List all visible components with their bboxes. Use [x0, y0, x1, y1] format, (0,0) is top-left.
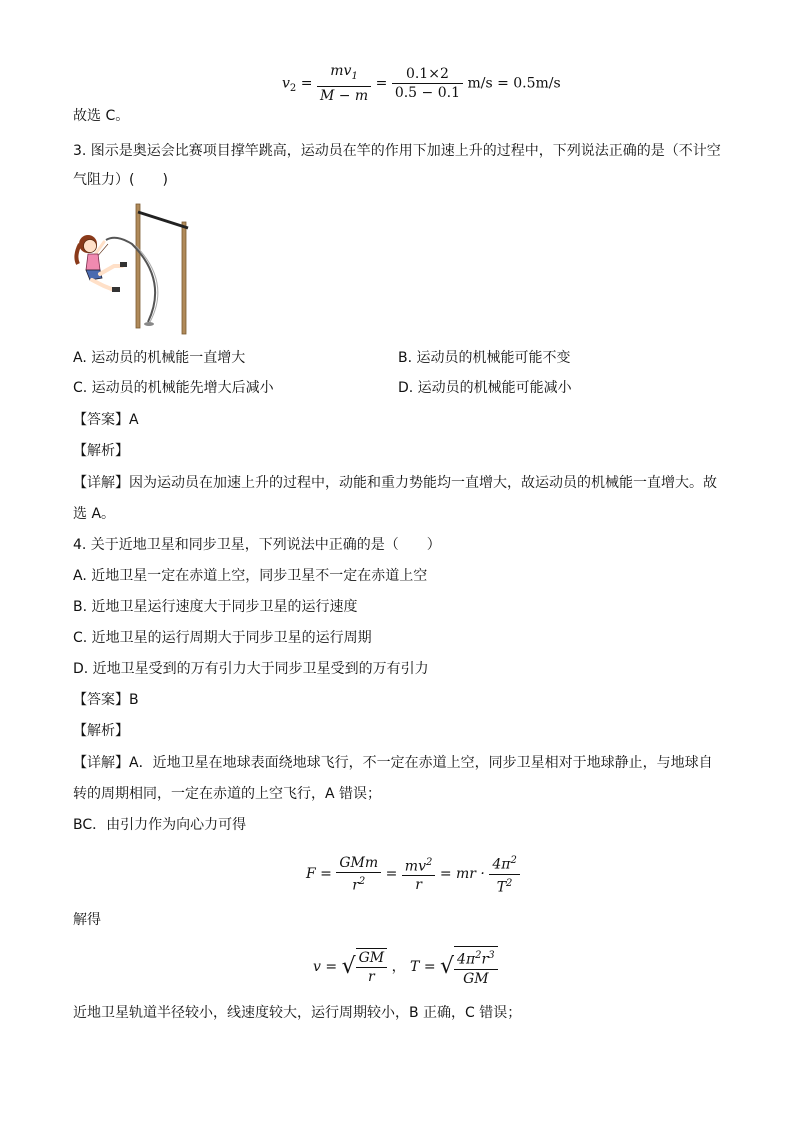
q2-conclusion: 故选 C。: [73, 108, 130, 124]
eq-v-fraction: [356, 948, 388, 986]
q4-option-a: A. 近地卫星一定在赤道上空，同步卫星不一定在赤道上空: [73, 568, 428, 584]
eq-v-num: GM: [356, 949, 388, 968]
eq-f-f3-num: 4π: [492, 856, 511, 873]
eq-v2-tail: m/s = 0.5m/s: [467, 75, 561, 92]
q4-answer: 【答案】B: [73, 692, 139, 708]
eq-f-fraction-1: [336, 854, 381, 895]
eq-f-fraction-2: [402, 854, 436, 895]
q3-answer: 【答案】A: [73, 412, 139, 428]
eq-f-f2-num: mv: [404, 858, 426, 875]
eq-t-lhs: T: [410, 958, 420, 975]
q3-option-b: B. 运动员的机械能可能不变: [398, 350, 571, 366]
equation-v-t: v = √ $\frac{GM}{r}$ ， T = √ $\frac{4\pi^2r^3}{GM}$: [313, 946, 498, 988]
eq-t-num: 4π: [457, 951, 476, 968]
eq-f-f3-num-sup: 2: [510, 855, 517, 866]
eq-f-f2-num-sup: 2: [425, 856, 433, 868]
eq-v2-f1-den: M − m: [319, 87, 369, 104]
eq-v2-f2-den: 0.5 − 0.1: [394, 84, 460, 101]
q3-stem-line1: 3. 图示是奥运会比赛项目撑竿跳高，运动员在竿的作用下加速上升的过程中，下列说法正确的是（不计空: [73, 143, 721, 159]
q4-option-b: B. 近地卫星运行速度大于同步卫星的运行速度: [73, 599, 358, 615]
q4-option-d: D. 近地卫星受到的万有引力大于同步卫星受到的万有引力: [73, 661, 429, 677]
eq-t-num-sup2: 3: [488, 950, 495, 961]
eq-v2-fraction-1: [317, 62, 371, 105]
eq-v2-f1-num: mv: [330, 63, 352, 79]
eq-f-mid: mr ·: [456, 866, 485, 883]
q4-solve-label: 解得: [73, 912, 101, 928]
eq-f-lhs: F: [306, 866, 316, 883]
sqrt-icon: √: [440, 953, 455, 979]
q3-detail-line1: 【详解】因为运动员在加速上升的过程中，动能和重力势能均一直增大，故运动员的机械能一直增大。故: [73, 475, 717, 491]
q4-bc-line: BC．由引力作为向心力可得: [73, 817, 247, 833]
eq-v-den: r: [368, 968, 375, 985]
q4-stem: 4. 关于近地卫星和同步卫星，下列说法中正确的是（ ）: [73, 537, 441, 553]
eq-f-f1-den-sup: 2: [358, 875, 366, 887]
q3-analysis: 【解析】: [73, 443, 129, 459]
eq-t-den: GM: [463, 970, 489, 987]
eq-t-fraction: [454, 946, 498, 988]
q3-stem-line2: 气阻力）( ): [73, 172, 168, 188]
sqrt-icon: √: [341, 953, 356, 979]
eq-v-lhs: v: [313, 958, 321, 975]
eq-f-f3-den-sup: 2: [506, 877, 513, 889]
eq-v2-f2-num: 0.1×2: [392, 65, 463, 84]
q4-analysis: 【解析】: [73, 723, 129, 739]
pole-vault-illustration-icon: [70, 200, 195, 340]
eq-f-f1-num: GMm: [336, 854, 381, 873]
eq-f-fraction-3: [489, 852, 519, 896]
eq-v2-f1-num-sub: 1: [351, 70, 358, 82]
q4-final-line: 近地卫星轨道半径较小，线速度较大，运行周期较小，B 正确，C 错误；: [73, 1005, 522, 1021]
q3-option-a: A. 运动员的机械能一直增大: [73, 350, 246, 366]
eq-f-f1-den: r: [352, 877, 359, 894]
eq-v2-lhs: v: [282, 75, 290, 92]
eq-v2-lhs-sub: 2: [289, 83, 297, 95]
eq-f-f3-den: T: [496, 879, 507, 896]
eq-f-f2-den: r: [415, 877, 422, 894]
eq-sep: ，: [391, 958, 406, 975]
q4-detail-line2: 转的周期相同，一定在赤道的上空飞行，A 错误；: [73, 786, 382, 802]
eq-t-num-sup1: 2: [475, 950, 482, 961]
eq-t-num-r: r: [481, 951, 489, 968]
q4-option-c: C. 近地卫星的运行周期大于同步卫星的运行周期: [73, 630, 372, 646]
eq-v2-fraction-2: [392, 65, 463, 102]
q3-detail-line2: 选 A。: [73, 506, 116, 522]
equation-force: F = $\frac{\text{GMm}}{r^2}$ = $\frac{mv^2}{r}$ = mr · $\frac{4\pi^2}{T^2}$: [306, 852, 520, 896]
q4-detail-line1: 【详解】A．近地卫星在地球表面绕地球飞行，不一定在赤道上空，同步卫星相对于地球静止，与地球自: [73, 755, 713, 771]
equation-v2: $v_2$ = $\frac{mv_1}{M - m}$ = $\frac{0.1\times 2}{0.5 - 0.1}$ m/s = 0.5m/s: [282, 63, 561, 104]
q3-option-d: D. 运动员的机械能可能减小: [398, 380, 572, 396]
q3-option-c: C. 运动员的机械能先增大后减小: [73, 380, 274, 396]
